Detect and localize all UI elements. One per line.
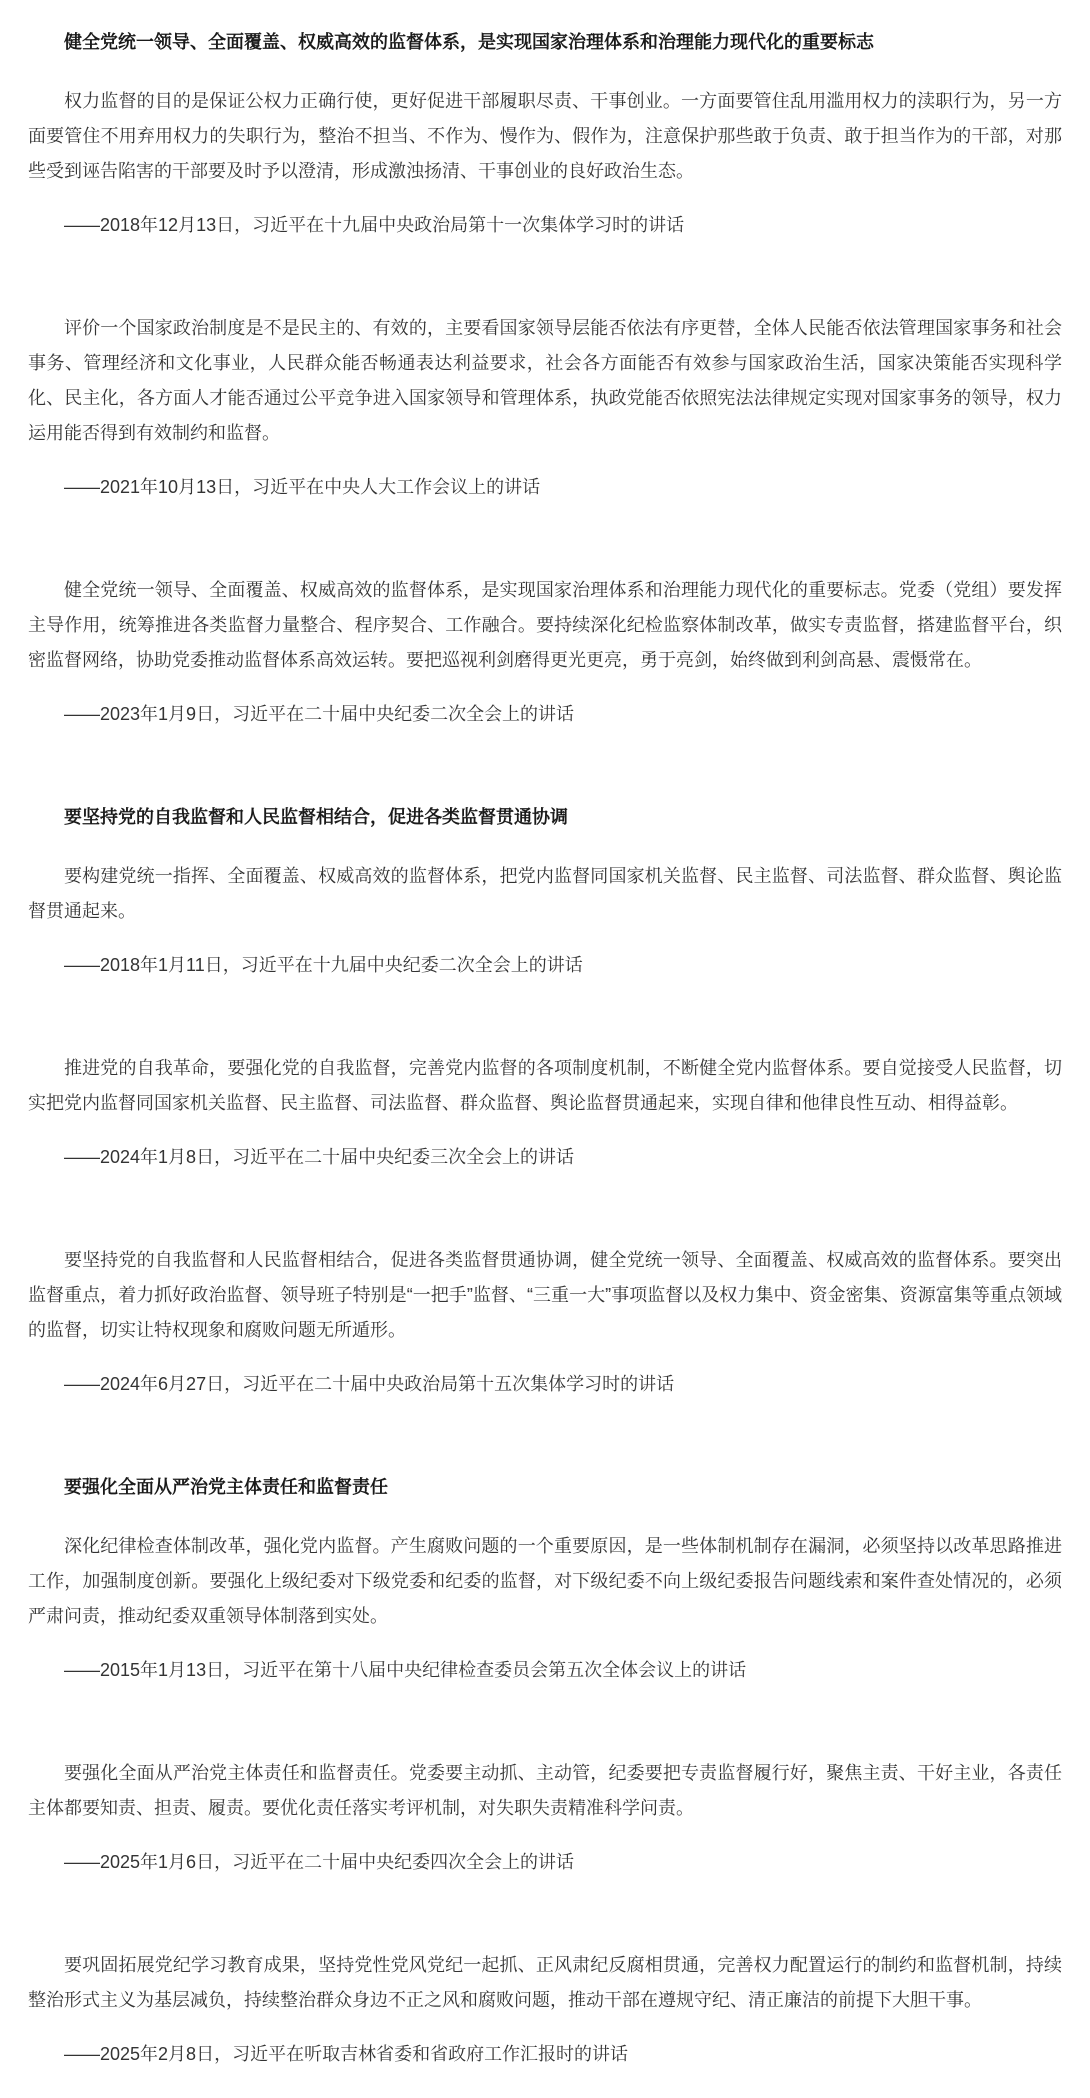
quote-paragraph: 评价一个国家政治制度是不是民主的、有效的，主要看国家领导层能否依法有序更替，全体人民能否依法管理国家事务和社会事务、管理经济和文化事业，人民群众能否畅通表达利益要求，社会各方面能否有效参与国家政治生活，国家决策能否实现科学化、民主化，各方面人才能否通过公平竞争进入国家领导和管理体系，执政党能否依照宪法法律规定实现对国家事务的领导，权力运用能否得到有效制约和监督。 <box>28 318 1062 443</box>
quote-paragraph: 要强化全面从严治党主体责任和监督责任。党委要主动抓、主动管，纪委要把专责监督履行好，聚焦主责、干好主业，各责任主体都要知责、担责、履责。要优化责任落实考评机制，对失职失责精准科学问责。 <box>28 1763 1062 1818</box>
section-heading: 健全党统一领导、全面覆盖、权威高效的监督体系，是实现国家治理体系和治理能力现代化的重要标志 <box>64 32 874 52</box>
quote-entry <box>28 1756 1062 1880</box>
quote-entry <box>28 573 1062 732</box>
quote-entry <box>28 311 1062 505</box>
quote-paragraph: 要巩固拓展党纪学习教育成果，坚持党性党风党纪一起抓、正风肃纪反腐相贯通，完善权力配置运行的制约和监督机制，持续整治形式主义为基层减负，持续整治群众身边不正之风和腐败问题，推动干部在遵规守纪、清正廉洁的前提下大胆干事。 <box>28 1955 1062 2010</box>
quote-source: ——2015年1月13日，习近平在第十八届中央纪律检查委员会第五次全体会议上的讲话 <box>64 1660 747 1680</box>
section-responsibility <box>28 1470 1062 2072</box>
quote-entry <box>28 859 1062 983</box>
quote-paragraph: 推进党的自我革命，要强化党的自我监督，完善党内监督的各项制度机制，不断健全党内监督体系。要自觉接受人民监督，切实把党内监督同国家机关监督、民主监督、司法监督、群众监督、舆论监督贯通起来，实现自律和他律良性互动、相得益彰。 <box>28 1058 1062 1113</box>
section-heading: 要强化全面从严治党主体责任和监督责任 <box>64 1477 388 1497</box>
quote-source: ——2018年1月11日，习近平在十九届中央纪委二次全会上的讲话 <box>64 955 583 975</box>
quote-entry <box>28 1243 1062 1402</box>
quote-entry <box>28 1948 1062 2072</box>
quote-source: ——2024年1月8日，习近平在二十届中央纪委三次全会上的讲话 <box>64 1147 575 1167</box>
quote-source: ——2018年12月13日，习近平在十九届中央政治局第十一次集体学习时的讲话 <box>64 215 685 235</box>
section-supervision-system <box>28 25 1062 732</box>
section-heading: 要坚持党的自我监督和人民监督相结合，促进各类监督贯通协调 <box>64 807 568 827</box>
quote-paragraph: 权力监督的目的是保证公权力正确行使，更好促进干部履职尽责、干事创业。一方面要管住乱用滥用权力的渎职行为，另一方面要管住不用弃用权力的失职行为，整治不担当、不作为、慢作为、假作为，注意保护那些敢于负责、敢于担当作为的干部，对那些受到诬告陷害的干部要及时予以澄清，形成激浊扬清、干事创业的良好政治生态。 <box>28 91 1062 181</box>
quote-source: ——2025年2月8日，习近平在听取吉林省委和省政府工作汇报时的讲话 <box>64 2044 629 2064</box>
quote-entry <box>28 1051 1062 1175</box>
section-self-and-people-supervision <box>28 800 1062 1402</box>
quote-entry <box>28 1529 1062 1688</box>
quote-paragraph: 要坚持党的自我监督和人民监督相结合，促进各类监督贯通协调，健全党统一领导、全面覆盖、权威高效的监督体系。要突出监督重点，着力抓好政治监督、领导班子特别是“一把手”监督、“三重一大”事项监督以及权力集中、资金密集、资源富集等重点领域的监督，切实让特权现象和腐败问题无所遁形。 <box>28 1250 1062 1340</box>
quote-source: ——2023年1月9日，习近平在二十届中央纪委二次全会上的讲话 <box>64 704 575 724</box>
quote-paragraph: 深化纪律检查体制改革，强化党内监督。产生腐败问题的一个重要原因，是一些体制机制存在漏洞，必须坚持以改革思路推进工作，加强制度创新。要强化上级纪委对下级党委和纪委的监督，对下级纪委不向上级纪委报告问题线索和案件查处情况的，必须严肃问责，推动纪委双重领导体制落到实处。 <box>28 1536 1062 1626</box>
quote-source: ——2025年1月6日，习近平在二十届中央纪委四次全会上的讲话 <box>64 1852 575 1872</box>
quote-paragraph: 健全党统一领导、全面覆盖、权威高效的监督体系，是实现国家治理体系和治理能力现代化的重要标志。党委（党组）要发挥主导作用，统筹推进各类监督力量整合、程序契合、工作融合。要持续深化纪检监察体制改革，做实专责监督，搭建监督平台，织密监督网络，协助党委推动监督体系高效运转。要把巡视利剑磨得更光更亮，勇于亮剑，始终做到利剑高悬、震慑常在。 <box>28 580 1062 670</box>
quote-entry <box>28 84 1062 243</box>
quote-paragraph: 要构建党统一指挥、全面覆盖、权威高效的监督体系，把党内监督同国家机关监督、民主监督、司法监督、群众监督、舆论监督贯通起来。 <box>28 866 1062 921</box>
quote-source: ——2021年10月13日，习近平在中央人大工作会议上的讲话 <box>64 477 541 497</box>
quote-source: ——2024年6月27日，习近平在二十届中央政治局第十五次集体学习时的讲话 <box>64 1374 675 1394</box>
